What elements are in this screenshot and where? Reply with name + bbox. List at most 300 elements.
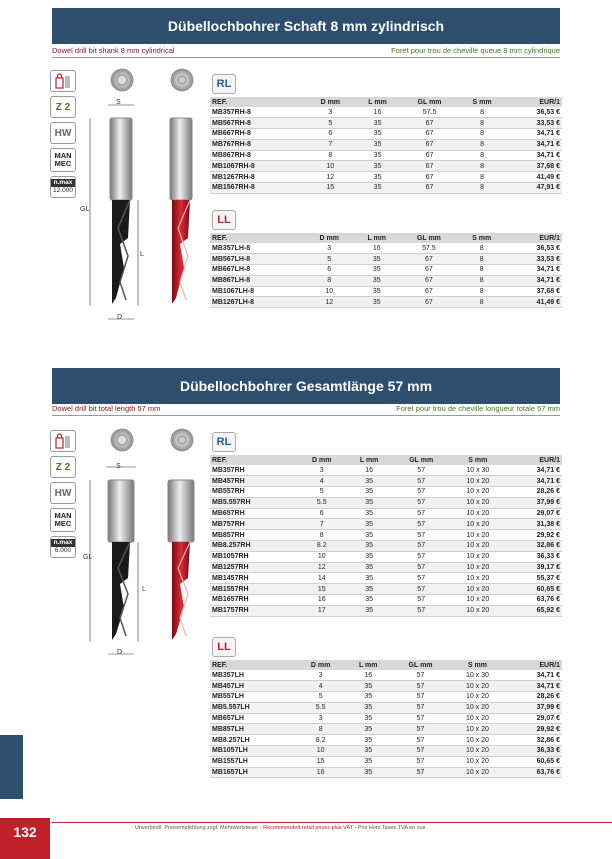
table-row xyxy=(210,519,562,530)
cell-s: 10 x 20 xyxy=(450,681,506,692)
cell-d: 3 xyxy=(298,465,346,476)
cell-ref: MB357LH-8 xyxy=(210,243,305,254)
cell-price: 29,07 € xyxy=(506,508,562,519)
cell-d: 12 xyxy=(298,562,346,573)
cell-l: 35 xyxy=(354,118,400,129)
cell-ref: MB1067RH-8 xyxy=(210,161,306,172)
cell-price: 33,53 € xyxy=(505,254,562,265)
cell-l: 16 xyxy=(345,670,392,681)
cell-d: 15 xyxy=(306,183,354,194)
cell-d: 5 xyxy=(306,118,354,129)
cell-gl: 67 xyxy=(401,172,459,183)
cell-d: 8 xyxy=(298,530,346,541)
cell-gl: 57.5 xyxy=(401,107,459,118)
cell-d: 5 xyxy=(298,487,346,498)
section1-subtitle-fr: Foret pour trou de cheville queue 8 mm cylindrique xyxy=(391,46,560,55)
cell-gl: 57 xyxy=(392,746,450,757)
dimension-d-label: D xyxy=(117,649,123,656)
section1-rl-table xyxy=(210,97,562,194)
cell-s: 10 x 20 xyxy=(450,735,506,746)
cell-gl: 57 xyxy=(392,519,450,530)
col-ref: REF. xyxy=(210,233,305,243)
cell-s: 8 xyxy=(458,139,505,150)
cell-d: 8 xyxy=(306,150,354,161)
divider xyxy=(52,57,560,58)
cell-gl: 57 xyxy=(392,702,450,713)
max-rpm-icon xyxy=(50,176,76,198)
cell-s: 8 xyxy=(458,172,505,183)
cell-l: 35 xyxy=(353,297,400,308)
drill-bit-diagram xyxy=(80,68,210,330)
table-row xyxy=(210,605,562,616)
cell-s: 10 x 20 xyxy=(450,530,506,541)
cell-price: 34,71 € xyxy=(506,129,562,140)
col-price: EUR/1 xyxy=(505,660,562,670)
cell-price: 28,26 € xyxy=(506,487,562,498)
cell-price: 34,71 € xyxy=(505,265,562,276)
section1-ll-table xyxy=(210,233,562,308)
table-row xyxy=(210,476,562,487)
section2-ll-badge: LL xyxy=(212,637,236,657)
z2-teeth-icon: Z 2 xyxy=(50,456,76,478)
cell-ref: MB667RH-8 xyxy=(210,129,306,140)
cell-ref: MB1067LH-8 xyxy=(210,286,305,297)
cell-s: 10 x 20 xyxy=(450,476,506,487)
cell-gl: 57 xyxy=(392,584,450,595)
col-s: S mm xyxy=(450,660,506,670)
cell-d: 5.5 xyxy=(298,497,346,508)
cell-l: 35 xyxy=(346,573,392,584)
cell-l: 35 xyxy=(345,702,392,713)
cell-s: 10 x 20 xyxy=(450,508,506,519)
section2-feature-icons xyxy=(50,430,78,562)
cell-ref: MB1057RH xyxy=(210,551,298,562)
cell-ref: MB1757RH xyxy=(210,605,298,616)
max-rpm-icon xyxy=(50,536,76,558)
cell-s: 8 xyxy=(458,150,505,161)
cell-ref: MB757RH xyxy=(210,519,298,530)
cell-ref: MB5.557RH xyxy=(210,497,298,508)
cell-ref: MB1057LH xyxy=(210,746,296,757)
cell-s: 10 x 20 xyxy=(450,541,506,552)
cell-l: 35 xyxy=(353,265,400,276)
cell-s: 10 x 20 xyxy=(450,573,506,584)
cell-l: 35 xyxy=(354,139,400,150)
cell-s: 10 x 20 xyxy=(450,756,506,767)
cell-s: 8 xyxy=(458,265,506,276)
cell-ref: MB357RH-8 xyxy=(210,107,306,118)
cell-gl: 57 xyxy=(392,497,450,508)
cell-gl: 67 xyxy=(400,254,458,265)
cell-s: 8 xyxy=(458,161,505,172)
cell-s: 10 x 20 xyxy=(450,519,506,530)
cell-d: 12 xyxy=(306,172,354,183)
cell-l: 35 xyxy=(353,254,400,265)
cell-price: 41,49 € xyxy=(506,172,562,183)
cell-gl: 57 xyxy=(392,573,450,584)
cell-l: 16 xyxy=(346,465,392,476)
cell-price: 34,71 € xyxy=(505,681,562,692)
table-row xyxy=(210,767,562,778)
col-price: EUR/1 xyxy=(506,455,562,465)
cell-price: 60,65 € xyxy=(505,756,562,767)
cell-s: 10 x 20 xyxy=(450,551,506,562)
cell-l: 35 xyxy=(345,724,392,735)
cell-d: 12 xyxy=(305,297,353,308)
dimension-gl-label: GL xyxy=(80,206,90,213)
cell-ref: MB1267RH-8 xyxy=(210,172,306,183)
cell-gl: 67 xyxy=(401,183,459,194)
cell-d: 6 xyxy=(305,265,353,276)
section1-ll-badge: LL xyxy=(212,210,236,230)
cell-d: 3 xyxy=(296,713,345,724)
col-gl: GL mm xyxy=(392,660,450,670)
cell-d: 10 xyxy=(296,746,345,757)
cell-ref: MB567RH-8 xyxy=(210,118,306,129)
section2-subtitle-fr: Foret pour trou de cheville longueur totale 57 mm xyxy=(396,404,560,413)
cell-s: 8 xyxy=(458,297,506,308)
table-row xyxy=(210,735,562,746)
section1-subtitle-en: Dowel drill bit shank 8 mm cylindrical xyxy=(52,46,175,55)
dimension-d-label: D xyxy=(117,314,123,321)
col-price: EUR/1 xyxy=(506,97,562,107)
cell-d: 10 xyxy=(298,551,346,562)
cell-price: 37,99 € xyxy=(505,702,562,713)
cell-ref: MB1457RH xyxy=(210,573,298,584)
cell-l: 35 xyxy=(345,692,392,703)
table-row xyxy=(210,541,562,552)
machine-type-icon xyxy=(50,148,76,172)
cell-price: 36,33 € xyxy=(505,746,562,757)
max-rpm-value: 6.000 xyxy=(54,547,72,554)
cell-d: 4 xyxy=(296,681,345,692)
cell-price: 65,92 € xyxy=(506,605,562,616)
table-row xyxy=(210,584,562,595)
cell-d: 6 xyxy=(306,129,354,140)
cell-price: 36,33 € xyxy=(506,551,562,562)
cell-ref: MB1557RH xyxy=(210,584,298,595)
cell-price: 37,68 € xyxy=(506,161,562,172)
cell-s: 10 x 30 xyxy=(450,465,506,476)
chapter-tab xyxy=(0,735,23,799)
cell-d: 8 xyxy=(296,724,345,735)
cell-l: 16 xyxy=(353,243,400,254)
table-row xyxy=(210,107,562,118)
table-row xyxy=(210,713,562,724)
table-row xyxy=(210,161,562,172)
table-row xyxy=(210,243,562,254)
cell-price: 34,71 € xyxy=(506,465,562,476)
cell-s: 10 x 20 xyxy=(450,713,506,724)
cell-price: 55,37 € xyxy=(506,573,562,584)
col-l: L mm xyxy=(354,97,400,107)
footer-divider xyxy=(52,822,612,823)
cell-l: 35 xyxy=(346,476,392,487)
cell-d: 5 xyxy=(305,254,353,265)
drill-bit-diagram xyxy=(80,426,210,666)
table-row xyxy=(210,254,562,265)
cell-gl: 67 xyxy=(401,150,459,161)
z2-teeth-icon: Z 2 xyxy=(50,96,76,118)
col-l: L mm xyxy=(345,660,392,670)
cell-l: 35 xyxy=(346,595,392,606)
cell-price: 32,86 € xyxy=(505,735,562,746)
table-row xyxy=(210,265,562,276)
col-s: S mm xyxy=(458,97,505,107)
max-rpm-label: n.max xyxy=(51,539,75,547)
cell-d: 16 xyxy=(298,595,346,606)
table-row xyxy=(210,692,562,703)
cell-gl: 57 xyxy=(392,713,450,724)
col-ref: REF. xyxy=(210,660,296,670)
cell-l: 35 xyxy=(354,150,400,161)
cell-ref: MB557LH xyxy=(210,692,296,703)
max-rpm-value: 12.000 xyxy=(53,187,73,194)
col-price: EUR/1 xyxy=(505,233,562,243)
cell-price: 41,49 € xyxy=(505,297,562,308)
col-l: L mm xyxy=(353,233,400,243)
cell-price: 31,38 € xyxy=(506,519,562,530)
table-header-row xyxy=(210,97,562,107)
cell-price: 63,76 € xyxy=(505,767,562,778)
cell-d: 7 xyxy=(306,139,354,150)
cell-price: 39,17 € xyxy=(506,562,562,573)
footer-note-fr: - Prix Hors Taxes TVA en sus xyxy=(352,825,426,831)
cell-d: 6 xyxy=(298,508,346,519)
cell-d: 17 xyxy=(298,605,346,616)
table-row xyxy=(210,183,562,194)
machine-type-icon xyxy=(50,508,76,532)
cell-gl: 67 xyxy=(400,286,458,297)
cell-gl: 57 xyxy=(392,724,450,735)
cell-d: 10 xyxy=(306,161,354,172)
cell-d: 8.2 xyxy=(296,735,345,746)
cell-d: 3 xyxy=(306,107,354,118)
cell-ref: MB767RH-8 xyxy=(210,139,306,150)
page-number: 132 xyxy=(0,818,50,859)
cell-gl: 67 xyxy=(400,265,458,276)
footer-note-de: Unverbindl. Preisempfehlung zzgl. Mehrwertsteuer - xyxy=(135,825,264,831)
table-row xyxy=(210,595,562,606)
cell-ref: MB1567RH-8 xyxy=(210,183,306,194)
cell-s: 10 x 20 xyxy=(450,562,506,573)
cell-ref: MB657LH xyxy=(210,713,296,724)
cell-price: 29,92 € xyxy=(505,724,562,735)
table-header-row xyxy=(210,233,562,243)
cell-ref: MB457LH xyxy=(210,681,296,692)
cell-ref: MB557RH xyxy=(210,487,298,498)
cell-s: 10 x 20 xyxy=(450,692,506,703)
section2-rl-badge: RL xyxy=(212,432,236,452)
table-row xyxy=(210,275,562,286)
cell-gl: 57.5 xyxy=(400,243,458,254)
col-ref: REF. xyxy=(210,455,298,465)
hw-material-icon: HW xyxy=(50,122,76,144)
col-gl: GL mm xyxy=(401,97,459,107)
cell-gl: 57 xyxy=(392,541,450,552)
cell-d: 3 xyxy=(296,670,345,681)
cell-s: 10 x 20 xyxy=(450,746,506,757)
cell-gl: 57 xyxy=(392,595,450,606)
cell-l: 35 xyxy=(354,129,400,140)
cell-price: 36,53 € xyxy=(506,107,562,118)
cell-s: 10 x 20 xyxy=(450,487,506,498)
cell-d: 3 xyxy=(305,243,353,254)
cell-price: 34,71 € xyxy=(506,150,562,161)
section1-rl-badge: RL xyxy=(212,74,236,94)
cell-s: 10 x 30 xyxy=(450,670,506,681)
cell-gl: 57 xyxy=(392,735,450,746)
col-d: D mm xyxy=(296,660,345,670)
cell-l: 35 xyxy=(345,713,392,724)
cell-price: 36,53 € xyxy=(505,243,562,254)
cell-ref: MB1557LH xyxy=(210,756,296,767)
dimension-l-label: L xyxy=(140,251,144,258)
cell-d: 14 xyxy=(298,573,346,584)
cell-d: 8.2 xyxy=(298,541,346,552)
table-row xyxy=(210,746,562,757)
cell-s: 10 x 20 xyxy=(450,767,506,778)
cell-s: 10 x 20 xyxy=(450,497,506,508)
cell-ref: MB357RH xyxy=(210,465,298,476)
cell-ref: MB867RH-8 xyxy=(210,150,306,161)
section2-subtitle-row xyxy=(52,404,560,416)
divider xyxy=(52,415,560,416)
cell-price: 37,99 € xyxy=(506,497,562,508)
cell-gl: 67 xyxy=(401,161,459,172)
cell-l: 35 xyxy=(346,487,392,498)
cell-l: 35 xyxy=(346,508,392,519)
cell-gl: 57 xyxy=(392,465,450,476)
section2-ll-table xyxy=(210,660,562,778)
table-row xyxy=(210,702,562,713)
cell-l: 35 xyxy=(345,735,392,746)
cell-s: 8 xyxy=(458,275,506,286)
cell-d: 16 xyxy=(296,767,345,778)
cell-l: 35 xyxy=(354,183,400,194)
section2-subtitle-en: Dowel drill bit total length 57 mm xyxy=(52,404,161,413)
dimension-gl-label: GL xyxy=(83,554,93,561)
machine-type-line2: MEC xyxy=(54,159,72,168)
cell-gl: 67 xyxy=(401,129,459,140)
table-row xyxy=(210,670,562,681)
table-row xyxy=(210,118,562,129)
col-ref: REF. xyxy=(210,97,306,107)
cell-d: 7 xyxy=(298,519,346,530)
cell-l: 35 xyxy=(354,161,400,172)
table-row xyxy=(210,562,562,573)
cell-l: 35 xyxy=(346,551,392,562)
table-row xyxy=(210,756,562,767)
table-row xyxy=(210,129,562,140)
cell-ref: MB667LH-8 xyxy=(210,265,305,276)
table-row xyxy=(210,573,562,584)
safety-lock-icon xyxy=(50,70,76,92)
cell-d: 15 xyxy=(298,584,346,595)
cell-ref: MB1257RH xyxy=(210,562,298,573)
section1-title: Dübellochbohrer Schaft 8 mm zylindrisch xyxy=(52,8,560,44)
col-gl: GL mm xyxy=(400,233,458,243)
col-d: D mm xyxy=(306,97,354,107)
cell-l: 35 xyxy=(346,497,392,508)
max-rpm-label: n.max xyxy=(51,179,75,187)
section1-feature-icons xyxy=(50,70,78,202)
cell-l: 35 xyxy=(346,562,392,573)
table-row xyxy=(210,551,562,562)
cell-l: 35 xyxy=(353,286,400,297)
cell-ref: MB857LH xyxy=(210,724,296,735)
table-row xyxy=(210,681,562,692)
dimension-l-label: L xyxy=(142,586,146,593)
cell-gl: 57 xyxy=(392,681,450,692)
cell-ref: MB1657RH xyxy=(210,595,298,606)
cell-gl: 57 xyxy=(392,530,450,541)
cell-ref: MB1657LH xyxy=(210,767,296,778)
cell-price: 47,91 € xyxy=(506,183,562,194)
cell-price: 34,71 € xyxy=(505,670,562,681)
cell-gl: 67 xyxy=(400,275,458,286)
section1-drill-drawing xyxy=(80,68,210,330)
cell-ref: MB457RH xyxy=(210,476,298,487)
cell-gl: 57 xyxy=(392,692,450,703)
cell-gl: 57 xyxy=(392,670,450,681)
section2-drill-drawing xyxy=(80,426,210,666)
cell-price: 34,71 € xyxy=(505,275,562,286)
cell-s: 8 xyxy=(458,107,505,118)
machine-type-line2: MEC xyxy=(54,519,72,528)
machine-type-line1: MAN xyxy=(54,151,72,160)
dimension-s-label: S xyxy=(116,99,121,106)
cell-ref: MB1267LH-8 xyxy=(210,297,305,308)
cell-ref: MB8.257RH xyxy=(210,541,298,552)
table-header-row xyxy=(210,660,562,670)
cell-gl: 57 xyxy=(392,551,450,562)
cell-d: 4 xyxy=(298,476,346,487)
table-row xyxy=(210,487,562,498)
cell-l: 35 xyxy=(346,541,392,552)
cell-s: 8 xyxy=(458,254,506,265)
cell-ref: MB567LH-8 xyxy=(210,254,305,265)
cell-s: 8 xyxy=(458,243,506,254)
col-l: L mm xyxy=(346,455,392,465)
cell-price: 34,71 € xyxy=(506,139,562,150)
footer-note-en: Recommended retail prices plus VAT xyxy=(263,825,353,831)
cell-gl: 57 xyxy=(392,605,450,616)
cell-s: 8 xyxy=(458,129,505,140)
cell-ref: MB867LH-8 xyxy=(210,275,305,286)
table-row xyxy=(210,286,562,297)
cell-d: 5.5 xyxy=(296,702,345,713)
cell-price: 29,92 € xyxy=(506,530,562,541)
table-row xyxy=(210,724,562,735)
cell-gl: 67 xyxy=(401,118,459,129)
hw-material-icon: HW xyxy=(50,482,76,504)
section2-rl-table xyxy=(210,455,562,617)
dimension-s-label: S xyxy=(116,463,121,470)
table-row xyxy=(210,172,562,183)
table-row xyxy=(210,497,562,508)
cell-price: 60,65 € xyxy=(506,584,562,595)
table-header-row xyxy=(210,455,562,465)
table-row xyxy=(210,150,562,161)
section2-title: Dübellochbohrer Gesamtlänge 57 mm xyxy=(52,368,560,404)
cell-l: 35 xyxy=(346,530,392,541)
cell-d: 8 xyxy=(305,275,353,286)
cell-gl: 67 xyxy=(401,139,459,150)
col-gl: GL mm xyxy=(392,455,450,465)
cell-gl: 67 xyxy=(400,297,458,308)
cell-l: 16 xyxy=(354,107,400,118)
